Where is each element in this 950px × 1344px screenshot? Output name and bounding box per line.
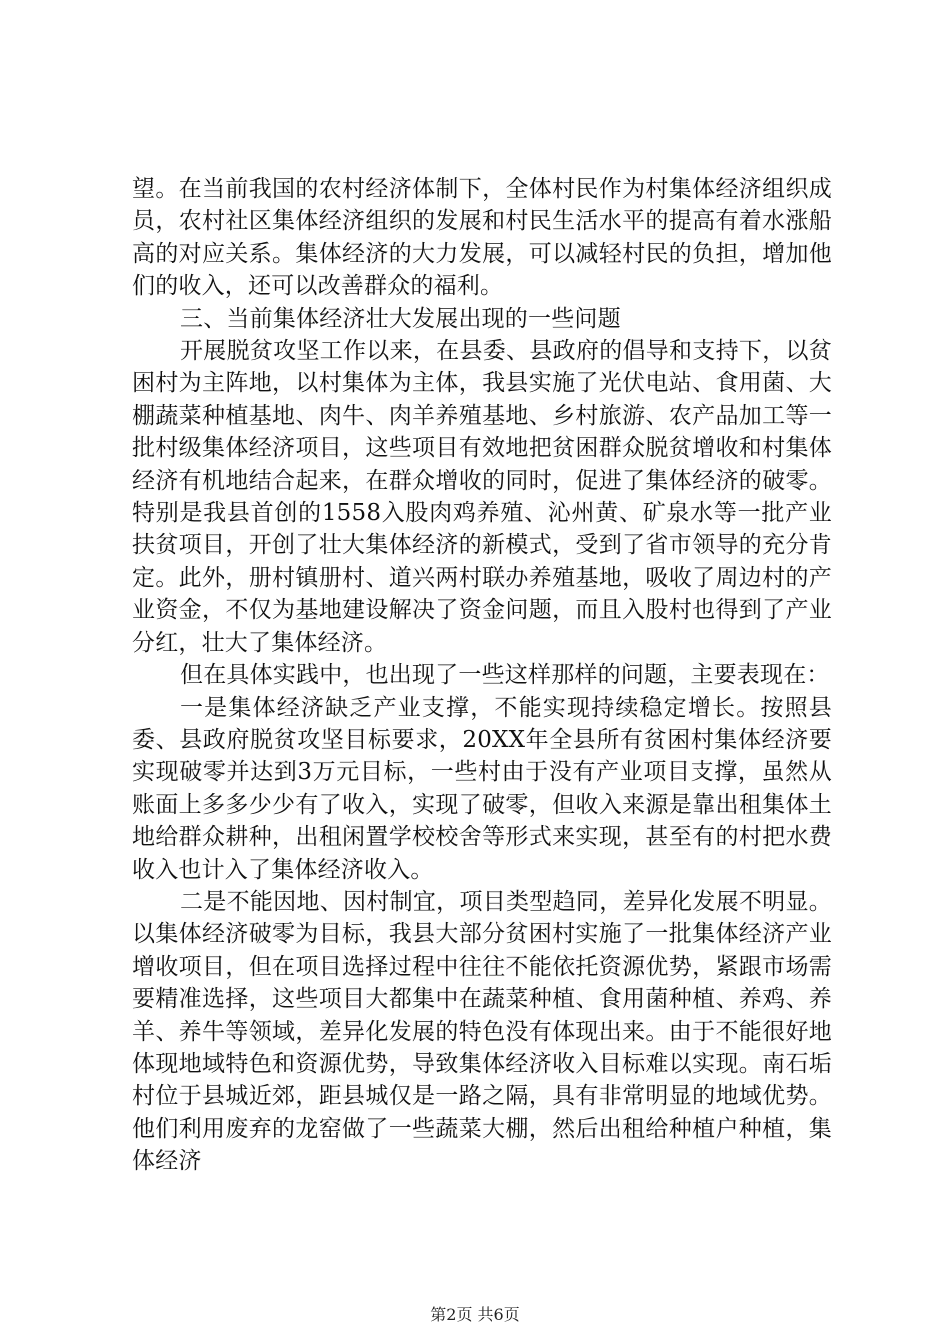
paragraph-5: 一是集体经济缺乏产业支撑，不能实现持续稳定增长。按照县委、县政府脱贫攻坚目标要求，20XX年全县所有贫困村集体经济要实现破零并达到3万元目标，一些村由于没有产业项目支撑，虽然从账面上多多少少有了收入，实现了破零，但收入来源是靠出租集体土地给群众耕种，出租闲置学校校舍等形式来实现，甚至有的村把水费收入也计入了集体经济收入。 bbox=[132, 694, 832, 883]
paragraph-4: 但在具体实践中，也出现了一些这样那样的问题，主要表现在： bbox=[180, 662, 830, 689]
page-footer: 第2页 共6页 bbox=[430, 1305, 520, 1324]
paragraph-1: 望。在当前我国的农村经济体制下，全体村民作为村集体经济组织成员，农村社区集体经济组织的发展和村民生活水平的提高有着水涨船高的对应关系。集体经济的大力发展，可以减轻村民的负担，增加他们的收入，还可以改善群众的福利。 bbox=[132, 176, 832, 300]
document-body bbox=[132, 173, 832, 1178]
paragraph-3: 开展脱贫攻坚工作以来，在县委、县政府的倡导和支持下，以贫困村为主阵地，以村集体为主体，我县实施了光伏电站、食用菌、大棚蔬菜种植基地、肉牛、肉羊养殖基地、乡村旅游、农产品加工等一批村级集体经济项目，这些项目有效地把贫困群众脱贫增收和村集体经济有机地结合起来，在群众增收的同时，促进了集体经济的破零。特别是我县首创的1558入股肉鸡养殖、沁州黄、矿泉水等一批产业扶贫项目，开创了壮大集体经济的新模式，受到了省市领导的充分肯定。此外，册村镇册村、道兴两村联办养殖基地，吸收了周边村的产业资金，不仅为基地建设解决了资金问题，而且入股村也得到了产业分红，壮大了集体经济。 bbox=[132, 338, 832, 656]
section-heading: 三、当前集体经济壮大发展出现的一些问题 bbox=[180, 305, 621, 332]
paragraph-6: 二是不能因地、因村制宜，项目类型趋同，差异化发展不明显。以集体经济破零为目标，我县大部分贫困村实施了一批集体经济产业增收项目，但在项目选择过程中往往不能依托资源优势，紧跟市场需要精准选择，这些项目大都集中在蔬菜种植、食用菌种植、养鸡、养羊、养牛等领域，差异化发展的特色没有体现出来。由于不能很好地体现地域特色和资源优势，导致集体经济收入目标难以实现。南石垢村位于县城近郊，距县城仅是一路之隔，具有非常明显的地域优势。他们利用废弃的龙窑做了一些蔬菜大棚，然后出租给种植户种植，集体经济 bbox=[132, 888, 832, 1175]
